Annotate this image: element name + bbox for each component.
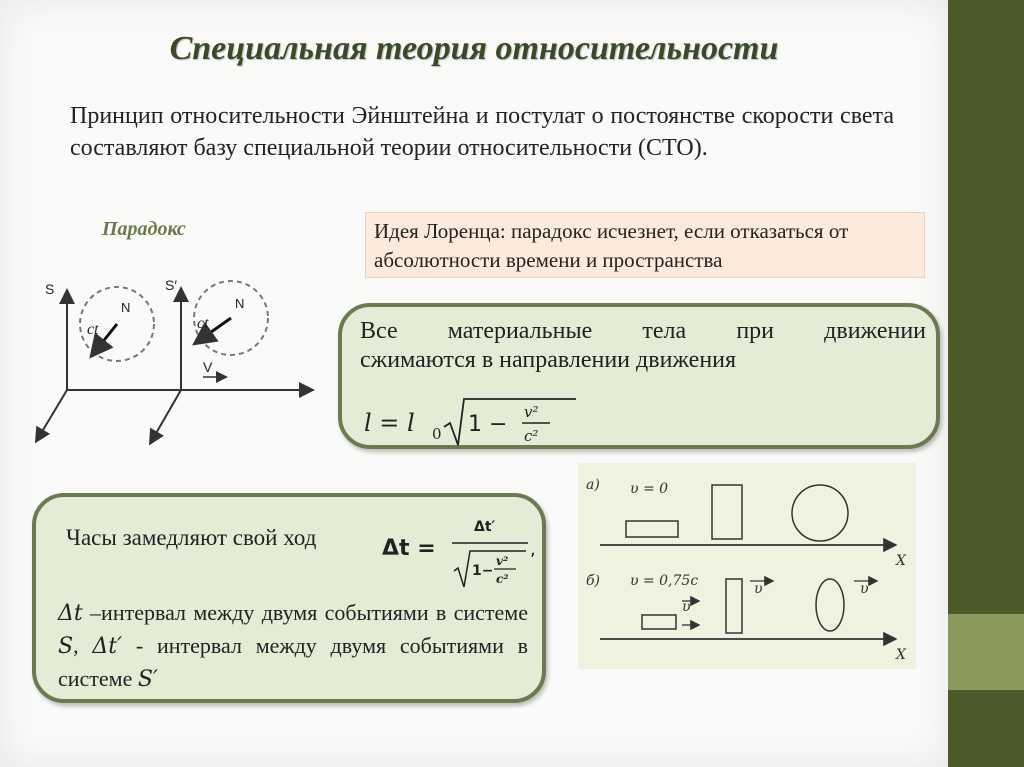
def-s-prime: S′ (137, 667, 158, 692)
axis-x1: X (896, 553, 906, 569)
lorentz-idea-text: Идея Лоренца: парадокс исчезнет, если отказаться от абсолютности времени и пространства (374, 219, 849, 272)
label-b: б) (586, 573, 601, 589)
formula-one: 1 − (468, 412, 508, 437)
formula-num: v² (524, 403, 539, 421)
slide-title: Специальная теория относительности (169, 30, 779, 67)
label-ct2: ct (197, 315, 209, 332)
def-text-2: , (73, 633, 93, 658)
def-dt-prime: Δt′ (92, 634, 123, 659)
label-a: а) (586, 477, 600, 493)
time-dilation-text: Часы замедляют свой ход (66, 525, 317, 550)
formula-sub: 0 (432, 425, 442, 443)
clock-root-num: v² (496, 554, 509, 568)
label-s: S (45, 281, 55, 297)
formula-lhs: l = l (364, 409, 415, 437)
length-contraction-formula (364, 393, 584, 453)
clock-root-den: c² (496, 572, 509, 586)
speed-b: υ = 0,75c (630, 573, 699, 589)
axis-x2: X (896, 647, 906, 663)
label-n2: N (235, 296, 245, 311)
side-bar-accent (948, 614, 1024, 690)
speed-a: υ = 0 (630, 481, 669, 497)
reference-frames-diagram (25, 262, 325, 452)
clock-formula-num: Δt′ (474, 519, 496, 535)
v-label-3: υ (860, 581, 869, 597)
lorentz-idea-box (365, 212, 925, 278)
contraction-diagram (578, 463, 916, 669)
intro-paragraph: Принцип относительности Эйнштейна и постулат о постоянстве скорости света составляют базу специальной теории относительности (СТО). (70, 103, 894, 161)
clock-root-one: 1− (472, 563, 494, 579)
def-dt: Δt (58, 601, 83, 626)
def-text-1: –интервал между двумя событиями в системе (82, 600, 528, 625)
v-label-2: υ (754, 581, 763, 597)
clock-formula-comma: , (530, 539, 536, 560)
paradox-label: Парадокс (102, 218, 186, 240)
time-dilation-box (32, 493, 546, 703)
clock-formula-lhs: Δt = (382, 536, 436, 561)
label-s-prime: S′ (165, 277, 177, 293)
time-dilation-formula (382, 507, 542, 593)
contraction-line-1: Все материальные тела при движении (360, 318, 926, 344)
label-v: V (203, 359, 213, 375)
formula-den: c² (524, 427, 539, 445)
def-text-3: - интервал между двумя событиями в системе (58, 633, 529, 691)
time-interval-definition (58, 597, 528, 696)
label-ct1: ct (87, 321, 99, 338)
length-contraction-box (338, 303, 940, 449)
contraction-line-2: сжимаются в направлении движения (360, 347, 737, 373)
def-s: S (58, 634, 74, 659)
label-n1: N (121, 300, 131, 315)
v-label-1: υ (682, 599, 691, 615)
